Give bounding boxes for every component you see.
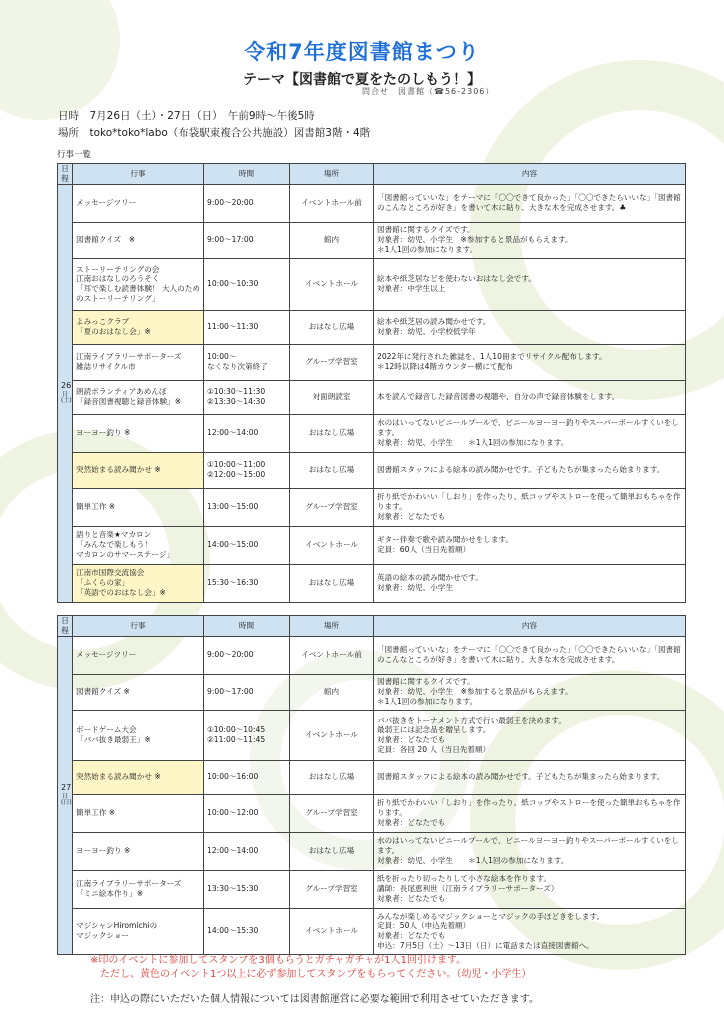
table-row <box>58 526 686 564</box>
time-cell: 11:00～11:30 <box>204 310 290 344</box>
time-cell: 9:00～20:00 <box>204 184 290 222</box>
time-cell: ①10:30～11:30 ②13:30～14:30 <box>204 380 290 414</box>
content-cell: 図書館スタッフによる絵本の読み聞かせです。子どもたちが集まったら始まります。 <box>374 452 686 488</box>
table-row <box>58 488 686 526</box>
header-event: 行事 <box>73 164 204 185</box>
time-cell: 9:00～17:00 <box>204 222 290 258</box>
event-cell: メッセージツリー <box>73 184 204 222</box>
table-row <box>58 710 686 760</box>
place-cell: 館内 <box>290 674 374 710</box>
event-cell: ヨーヨー釣り ※ <box>73 832 204 870</box>
content-cell: 絵本や紙芝居などを使わないおはなし会です。 対象者：中学生以上 <box>374 258 686 310</box>
schedule-table-day1 <box>57 163 686 603</box>
event-cell: 語りと音楽★マカロン 「みんなで楽しもう！ マカロンのサマーステージ」 <box>73 526 204 564</box>
event-cell: マジシャンHiromichiの マジックショー <box>73 908 204 954</box>
place-cell: おはなし広場 <box>290 414 374 452</box>
time-cell: 10:00～ なくなり次第終了 <box>204 344 290 380</box>
event-cell: ストーリーテリングの会 江南おはなしのろうそく 「耳で楽しむ読書体験！ 大人のためのストーリーテリング」 <box>73 258 204 310</box>
event-cell: 簡単工作 ※ <box>73 488 204 526</box>
time-cell: 9:00～17:00 <box>204 674 290 710</box>
place-cell: おはなし広場 <box>290 452 374 488</box>
place-cell: おはなし広場 <box>290 760 374 794</box>
table-header-row <box>58 616 686 637</box>
time-cell: 10:00～12:00 <box>204 794 290 832</box>
event-cell: 江南ライブラリーサポーターズ 雑誌リサイクル市 <box>73 344 204 380</box>
place-cell: 対面朗読室 <box>290 380 374 414</box>
table-row <box>58 184 686 222</box>
table-row <box>58 794 686 832</box>
place-line: 場所 toko*toko*labo（布袋駅東複合公共施設）図書館3階・4階 <box>58 127 371 139</box>
event-cell: よみっこクラブ 「夏のおはなし会」※ <box>73 310 204 344</box>
place-cell: イベントホール前 <box>290 636 374 674</box>
content-cell: 図書館に関するクイズです。 対象者：幼児、小学生 ※参加すると景品がもらえます。 ＊1人1回の参加になります。 <box>374 222 686 258</box>
place-cell: イベントホール <box>290 908 374 954</box>
content-cell: 「図書館っていいな」をテーマに「〇〇できて良かった」「〇〇できたらいいな」「図書館のこんなところが好き」を書いて木に貼り、大きな木を完成させます。♣ <box>374 184 686 222</box>
table-row <box>58 870 686 908</box>
event-cell: ヨーヨー釣り ※ <box>73 414 204 452</box>
time-cell: 10:00～10:30 <box>204 258 290 310</box>
event-cell: ボードゲーム大会 「ババ抜き最弱王」※ <box>73 710 204 760</box>
table-row <box>58 760 686 794</box>
table-row <box>58 222 686 258</box>
privacy-note: 注：申込の際にいただいた個人情報については図書館運営に必要な範囲で利用させていただきます。 <box>90 994 539 1005</box>
stamp-note: ※印のイベントに参加してスタンプを3個もらうとガチャガチャが1人1回引けます。 ただし、黄色のイベント1つ以上に必ず参加してスタンプをもらってください。（幼児・小学生） <box>90 955 532 980</box>
table-row <box>58 380 686 414</box>
content-cell: 絵本や紙芝居の読み聞かせです。 対象者：幼児、小学校低学年 <box>374 310 686 344</box>
content-cell: 本を読んで録音した録音図書の視聴や、自分の声で録音体験をします。 <box>374 380 686 414</box>
page-title: 令和7年度図書館まつり <box>244 40 480 64</box>
time-cell: 12:00～14:00 <box>204 414 290 452</box>
event-cell: 図書館クイズ ※ <box>73 222 204 258</box>
table-row <box>58 414 686 452</box>
section-label: 行事一覧 <box>57 150 92 160</box>
header-day: 日程 <box>58 164 73 185</box>
table-row <box>58 832 686 870</box>
content-cell: 水のはいってないビニールプールで、ビニールヨーヨー釣りやスーパーボールすくいをします。 対象者：幼児、小学生 ＊1人1回の参加になります。 <box>374 414 686 452</box>
theme-line: テーマ【図書館で夏をたのしもう！】 <box>243 72 481 88</box>
table-row <box>58 310 686 344</box>
place-cell: グループ学習室 <box>290 344 374 380</box>
time-cell: 14:00～15:30 <box>204 908 290 954</box>
header-content: 内容 <box>374 616 686 637</box>
table-header-row <box>58 164 686 185</box>
day-weekday: 日 (日) <box>61 792 72 807</box>
content-cell: 紙を折ったり切ったりして小さな絵本を作ります。 講師：長尾恵利世（江南ライブラリーサポーターズ） 対象者：どなたでも <box>374 870 686 908</box>
header-place: 場所 <box>290 164 374 185</box>
date-line: 日時 7月26日（土）・27日（日） 午前9時～午後5時 <box>58 110 315 122</box>
event-cell: 簡単工作 ※ <box>73 794 204 832</box>
time-cell: ①10:00～11:00 ②12:00～15:00 <box>204 452 290 488</box>
place-cell: イベントホール <box>290 710 374 760</box>
table-row <box>58 564 686 602</box>
header-event: 行事 <box>73 616 204 637</box>
time-cell: 9:00～20:00 <box>204 636 290 674</box>
place-cell: イベントホール <box>290 258 374 310</box>
day-weekday: 日 (土) <box>61 390 72 405</box>
place-cell: おはなし広場 <box>290 832 374 870</box>
content-cell: 英語の絵本の読み聞かせです。 対象者：幼児、小学生 <box>374 564 686 602</box>
contact-line: 問合せ 図書館（☎56-2306） <box>362 87 495 96</box>
time-cell: 15:30～16:30 <box>204 564 290 602</box>
header-content: 内容 <box>374 164 686 185</box>
day-number: 26 <box>61 381 72 391</box>
place-cell: グループ学習室 <box>290 488 374 526</box>
event-cell: 朗読ボランティアあめんぼ 「録音図書視聴と録音体験」※ <box>73 380 204 414</box>
event-cell: 突然始まる読み聞かせ ※ <box>73 452 204 488</box>
schedule-table-day2 <box>57 615 686 955</box>
content-cell: 図書館に関するクイズです。 対象者：幼児、小学生 ※参加すると景品がもらえます。 ＊1人1回の参加になります。 <box>374 674 686 710</box>
time-cell: 13:00～15:00 <box>204 488 290 526</box>
content-cell: 折り紙でかわいい「しおり」を作ったり、紙コップやストローを使って簡単おもちゃを作ります。 対象者：どなたでも <box>374 488 686 526</box>
content-cell: みんなが楽しめるマジックショーとマジックの手ほどきをします。 定員：50人（申込先着順） 対象者：どなたでも 申込：7月5日（土）～13日（日）に電話または直接図書館へ。 <box>374 908 686 954</box>
place-cell: グループ学習室 <box>290 870 374 908</box>
event-cell: 江南ライブラリーサポーターズ 「ミニ絵本作り」※ <box>73 870 204 908</box>
header-place: 場所 <box>290 616 374 637</box>
table-row <box>58 636 686 674</box>
header-time: 時間 <box>204 616 290 637</box>
header-time: 時間 <box>204 164 290 185</box>
table-row <box>58 908 686 954</box>
place-cell: イベントホール <box>290 526 374 564</box>
place-cell: おはなし広場 <box>290 310 374 344</box>
table-row <box>58 674 686 710</box>
header-day: 日程 <box>58 616 73 637</box>
day-number: 27 <box>61 783 72 793</box>
content-cell: 図書館スタッフによる絵本の読み聞かせです。子どもたちが集まったら始まります。 <box>374 760 686 794</box>
time-cell: ①10:00～10:45 ②11:00～11:45 <box>204 710 290 760</box>
place-cell: グループ学習室 <box>290 794 374 832</box>
place-cell: おはなし広場 <box>290 564 374 602</box>
time-cell: 10:00～16:00 <box>204 760 290 794</box>
event-cell: 図書館クイズ ※ <box>73 674 204 710</box>
time-cell: 13:30～15:30 <box>204 870 290 908</box>
content-cell: 「図書館っていいな」をテーマに「〇〇できて良かった」「〇〇できたらいいな」「図書館のこんなところが好き」を書いて木に貼り、大きな木を完成させます。 <box>374 636 686 674</box>
time-cell: 14:00～15:00 <box>204 526 290 564</box>
place-cell: イベントホール前 <box>290 184 374 222</box>
content-cell: 水のはいってないビニールプールで、ビニールヨーヨー釣りやスーパーボールすくいをします。 対象者：幼児、小学生 ＊1人1回の参加になります。 <box>374 832 686 870</box>
content-cell: ババ抜きをトーナメント方式で行い最弱王を決めます。 最弱王には記念品を贈呈します。 対象者：どなたでも 定員：各回 20 人（当日先着順） <box>374 710 686 760</box>
place-cell: 館内 <box>290 222 374 258</box>
content-cell: ギター伴奏で歌や読み聞かせをします。 定員：60人（当日先着順） <box>374 526 686 564</box>
time-cell: 12:00～14:00 <box>204 832 290 870</box>
event-cell: 突然始まる読み聞かせ ※ <box>73 760 204 794</box>
table-row <box>58 344 686 380</box>
table-row <box>58 452 686 488</box>
event-cell: メッセージツリー <box>73 636 204 674</box>
content-cell: 折り紙でかわいい「しおり」を作ったり、紙コップやストローを使った簡単おもちゃを作ります。 対象者：どなたでも <box>374 794 686 832</box>
day-cell <box>58 636 73 954</box>
event-cell: 江南市国際交流協会 「ふくらの家」 「英語でのおはなし会」※ <box>73 564 204 602</box>
content-cell: 2022年に発行された雑誌を、1人10冊までリサイクル配布します。 ＊12時以降は4階カウンター横にて配布 <box>374 344 686 380</box>
table-row <box>58 258 686 310</box>
day-cell <box>58 184 73 602</box>
